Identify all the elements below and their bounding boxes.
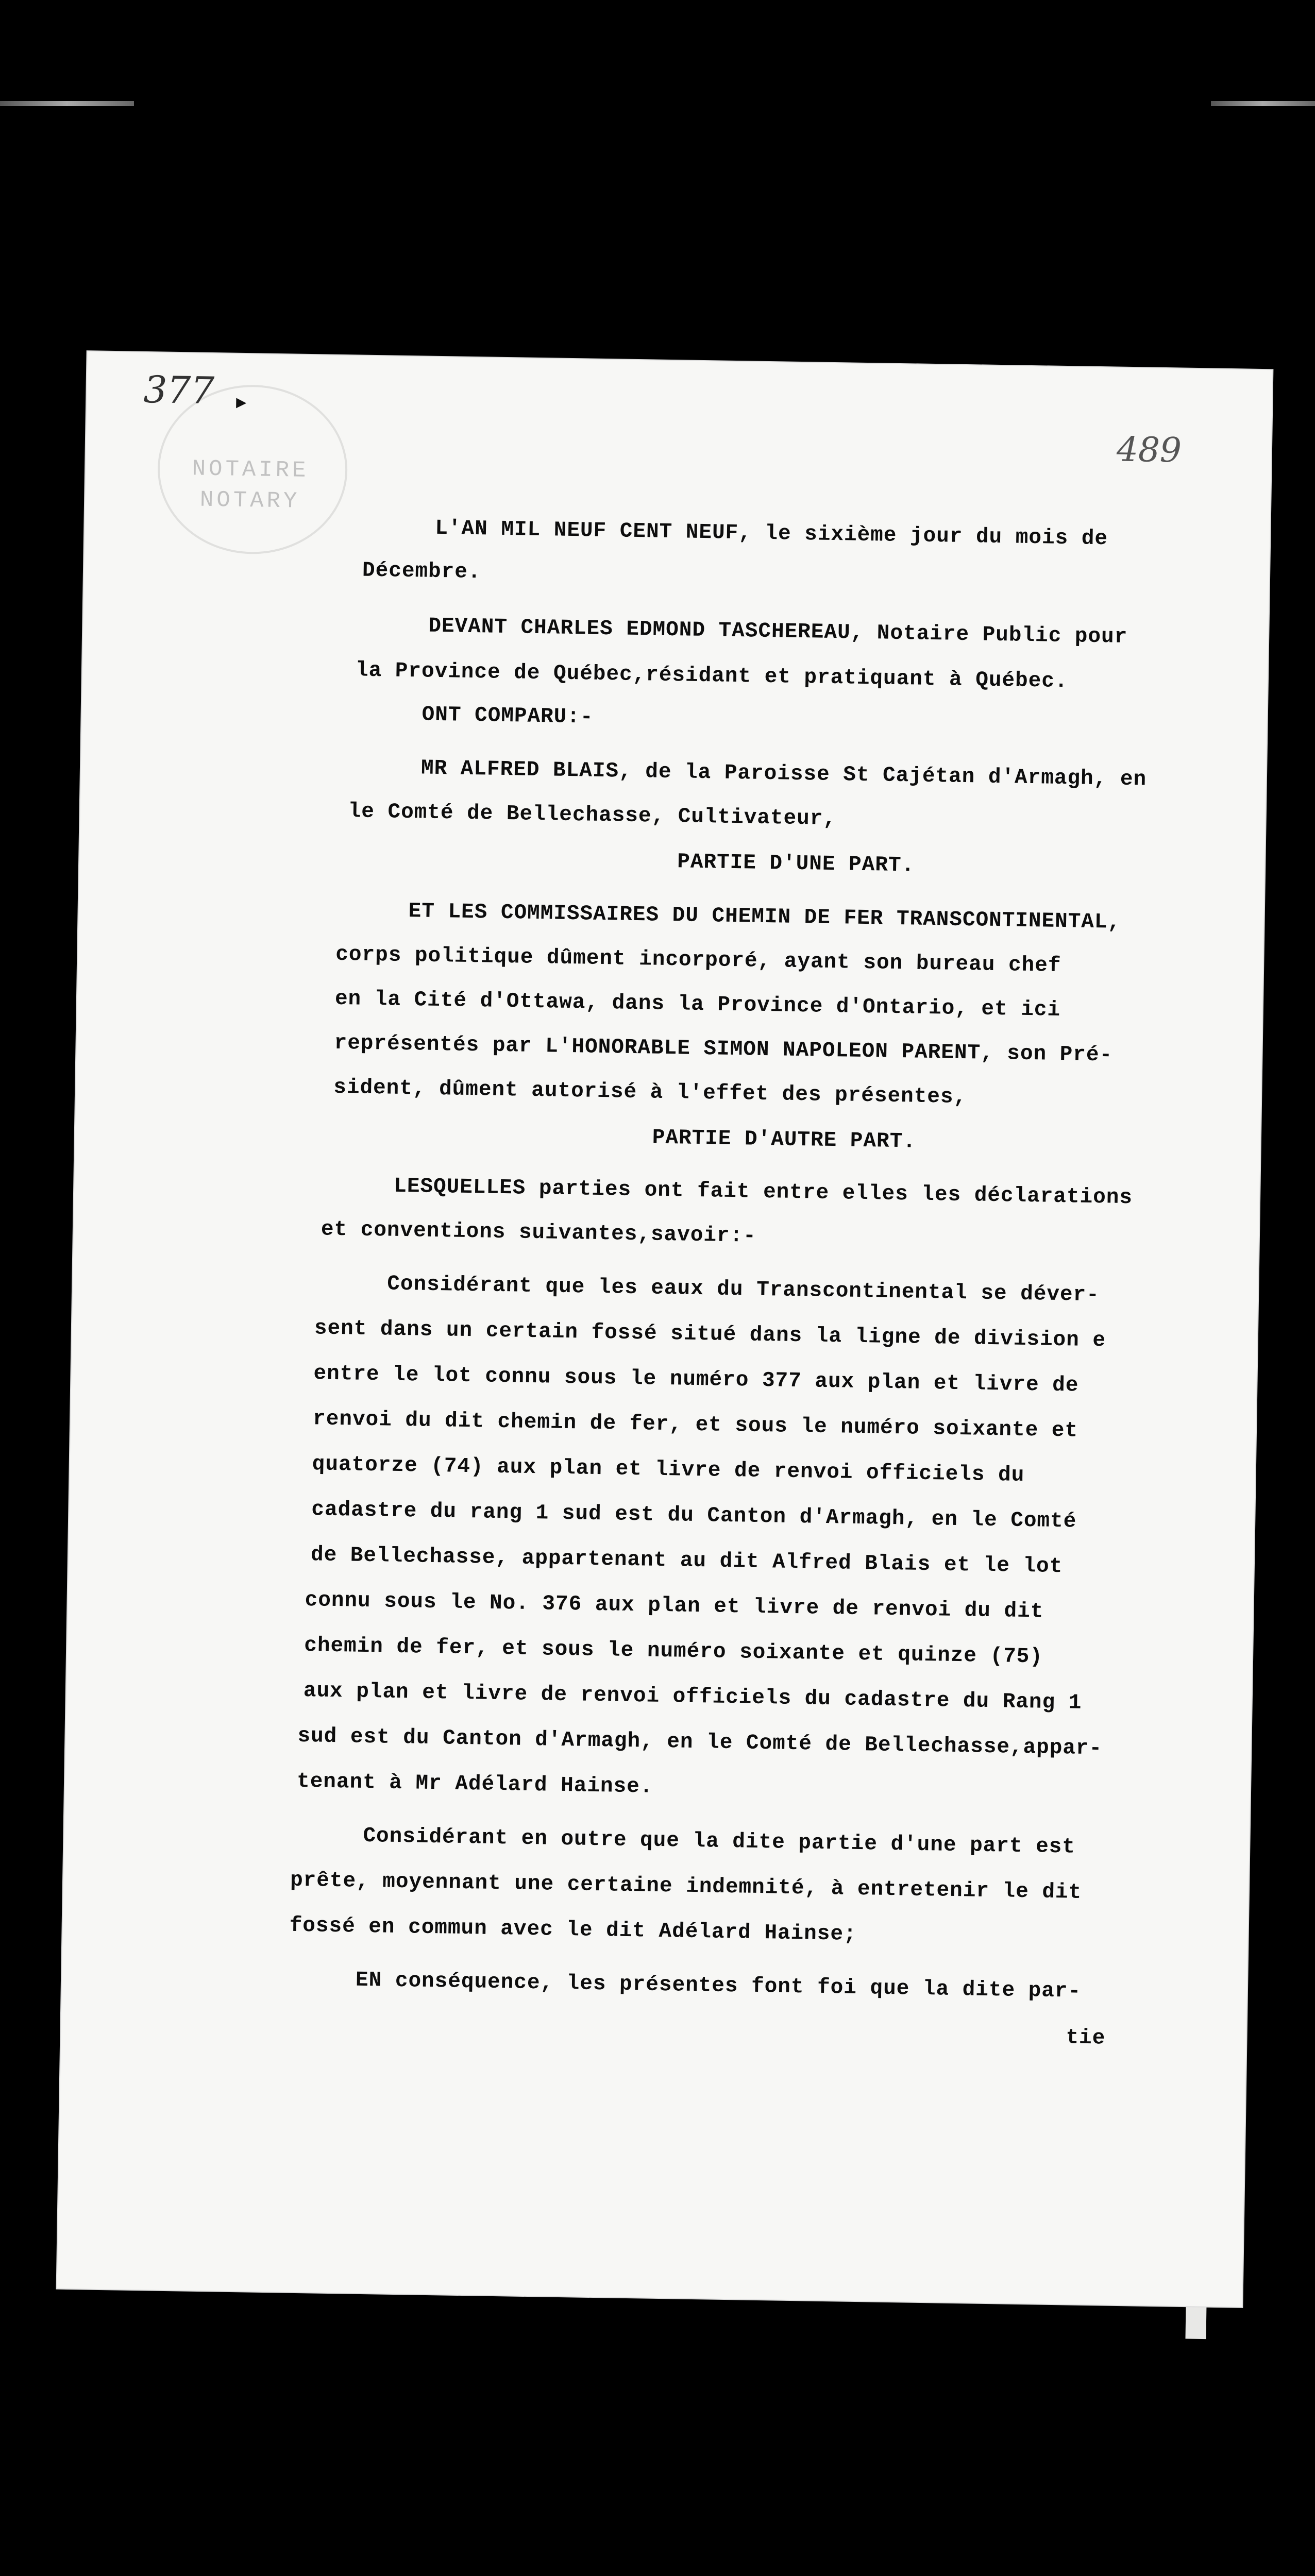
text-line: aux plan et livre de renvoi officiels du cadastre du Rang 1	[303, 1679, 1082, 1715]
text-line: cadastre du rang 1 sud est du Canton d'Armagh, en le Comté	[311, 1498, 1077, 1534]
text-line: Décembre.	[362, 558, 481, 585]
text-line: sent dans un certain fossé situé dans la ligne de division e	[314, 1316, 1106, 1353]
text-line: fossé en commun avec le dit Adélard Hainse;	[289, 1913, 857, 1946]
text-line: connu sous le No. 376 aux plan et livre de renvoi du dit	[305, 1588, 1044, 1624]
text-line: représentés par L'HONORABLE SIMON NAPOLEON PARENT, son Pré-	[334, 1031, 1113, 1067]
text-line: Considérant en outre que la dite partie d'une part est	[363, 1824, 1076, 1859]
text-line: MR ALFRED BLAIS, de la Paroisse St Cajétan d'Armagh, en	[420, 756, 1147, 792]
text-line: sident, dûment autorisé à l'effet des présentes,	[333, 1075, 967, 1110]
corner-annotation: 377	[143, 367, 215, 413]
text-line: EN conséquence, les présentes font foi que la dite par-	[355, 1968, 1082, 2004]
text-line: renvoi du dit chemin de fer, et sous le numéro soixante et	[312, 1407, 1078, 1443]
text-line: PARTIE D'AUTRE PART.	[652, 1126, 917, 1154]
document-page	[57, 351, 1273, 2307]
text-line: prête, moyennant une certaine indemnité, à entretenir le dit	[290, 1868, 1082, 1905]
text-line: corps politique dûment incorporé, ayant son bureau chef	[335, 942, 1061, 978]
text-line: sud est du Canton d'Armagh, en le Comté de Bellechasse,appar-	[297, 1724, 1103, 1761]
text-line: Considérant que les eaux du Transcontinental se déver-	[386, 1272, 1100, 1308]
text-line: chemin de fer, et sous le numéro soixante et quinze (75)	[304, 1634, 1043, 1669]
text-line: de Bellechasse, appartenant au dit Alfred Blais et le lot	[310, 1543, 1063, 1579]
stamp-line-1: NOTAIRE	[192, 456, 309, 484]
text-line: le Comté de Bellechasse, Cultivateur,	[348, 800, 837, 832]
text-line: ET LES COMMISSAIRES DU CHEMIN DE FER TRANSCONTINENTAL,	[408, 900, 1121, 935]
text-line: DEVANT CHARLES EDMOND TASCHEREAU, Notaire Public pour	[428, 614, 1128, 649]
text-line: ONT COMPARU:-	[422, 703, 594, 730]
corner-bullet-icon: ▸	[235, 389, 247, 414]
text-line: PARTIE D'UNE PART.	[677, 850, 915, 878]
text-line: quatorze (74) aux plan et livre de renvoi officiels du	[312, 1452, 1025, 1487]
text-line: L'AN MIL NEUF CENT NEUF, le sixième jour du mois de	[434, 516, 1108, 551]
text-line: LESQUELLES parties ont fait entre elles les déclarations	[393, 1174, 1133, 1210]
page-number: 489	[1116, 429, 1182, 470]
text-line: tenant à Mr Adélard Hainse.	[296, 1769, 653, 1799]
text-line: et conventions suivantes,savoir:-	[321, 1217, 757, 1248]
film-edge-right	[1211, 101, 1315, 106]
text-line: la Province de Québec,résidant et pratiquant à Québec.	[355, 658, 1068, 694]
text-line: entre le lot connu sous le numéro 377 aux plan et livre de	[313, 1362, 1079, 1398]
text-line: tie	[1066, 2026, 1106, 2050]
text-line: en la Cité d'Ottawa, dans la Province d'Ontario, et ici	[334, 987, 1061, 1022]
stamp-line-2: NOTARY	[199, 487, 300, 515]
film-edge-left	[0, 101, 134, 106]
